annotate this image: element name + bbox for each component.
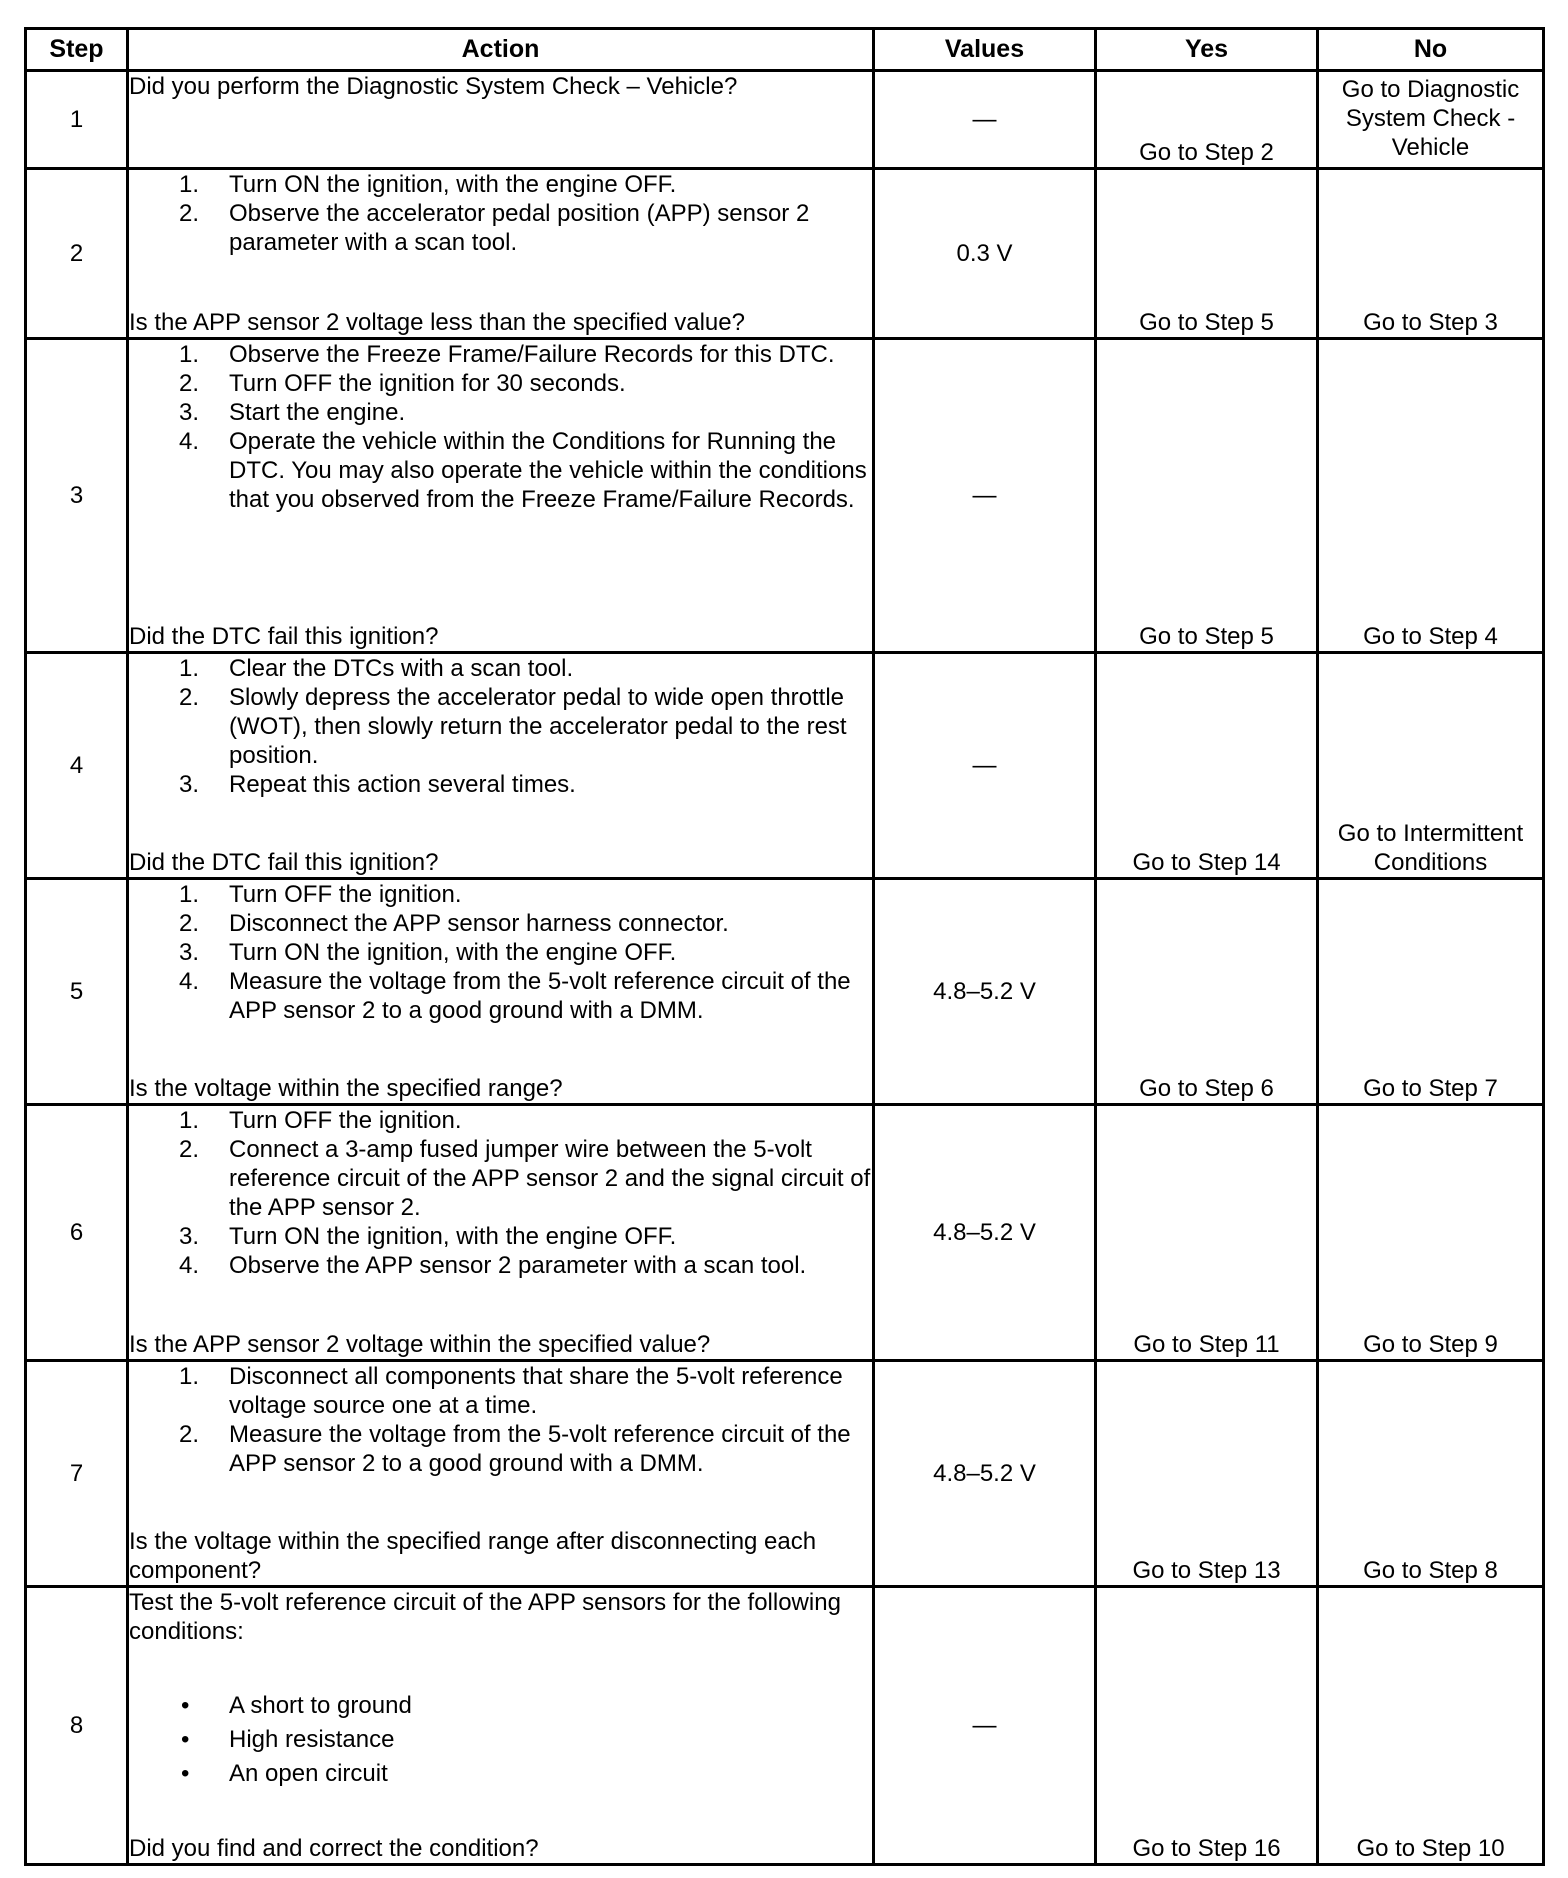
action-question: Did the DTC fail this ignition? <box>129 849 439 876</box>
list-item: 1. Turn OFF the ignition. <box>179 881 462 908</box>
no-cell: Go to Step 3 <box>1318 169 1544 339</box>
yes-cell: Go to Step 6 <box>1096 879 1318 1105</box>
table-row-step-5 <box>26 879 1544 1105</box>
list-item: 2. Slowly depress the accelerator pedal to wide open throttle (WOT), then slowly return the accelerator pedal to the rest position. <box>179 684 847 769</box>
action-cell <box>128 879 874 1105</box>
header-values: Values <box>874 29 1096 71</box>
list-item: 4. Observe the APP sensor 2 parameter with a scan tool. <box>179 1252 807 1279</box>
value-cell: 4.8–5.2 V <box>874 1361 1096 1587</box>
action-question: Is the APP sensor 2 voltage within the specified value? <box>129 1331 711 1358</box>
action-steps <box>129 1106 872 1280</box>
yes-cell: Go to Step 5 <box>1096 169 1318 339</box>
value-cell: — <box>874 71 1096 169</box>
step-number: 8 <box>26 1587 128 1865</box>
list-item: 2. Observe the accelerator pedal position (APP) sensor 2 parameter with a scan tool. <box>179 200 810 256</box>
list-item: 4. Operate the vehicle within the Conditions for Running the DTC. You may also operate the vehicle within the conditions that you observed from the Freeze Frame/Failure Records. <box>179 428 867 513</box>
yes-cell: Go to Step 14 <box>1096 653 1318 879</box>
step-number: 5 <box>26 879 128 1105</box>
action-cell <box>128 653 874 879</box>
table-row-step-6 <box>26 1105 1544 1361</box>
table-row-step-7 <box>26 1361 1544 1587</box>
action-question: Is the APP sensor 2 voltage less than the specified value? <box>129 309 745 336</box>
step-number: 6 <box>26 1105 128 1361</box>
action-cell <box>128 1361 874 1587</box>
header-step: Step <box>26 29 128 71</box>
value-cell: 4.8–5.2 V <box>874 1105 1096 1361</box>
list-item: 2. Turn OFF the ignition for 30 seconds. <box>179 370 626 397</box>
action-question: Did you perform the Diagnostic System Check – Vehicle? <box>129 73 738 100</box>
action-question: Is the voltage within the specified range? <box>129 1075 563 1102</box>
list-item: 3. Repeat this action several times. <box>179 771 576 798</box>
table-row-step-1 <box>26 71 1544 169</box>
action-steps <box>129 170 872 257</box>
list-item: 2. Measure the voltage from the 5-volt reference circuit of the APP sensor 2 to a good ground with a DMM. <box>179 1421 851 1477</box>
header-row <box>26 29 1544 71</box>
yes-cell: Go to Step 11 <box>1096 1105 1318 1361</box>
value-cell: 4.8–5.2 V <box>874 879 1096 1105</box>
action-question: Is the voltage within the specified range after disconnecting each component? <box>129 1528 817 1584</box>
no-cell: Go to Step 4 <box>1318 339 1544 653</box>
list-item: 3. Turn ON the ignition, with the engine OFF. <box>179 939 677 966</box>
step-number: 7 <box>26 1361 128 1587</box>
list-item: 1. Observe the Freeze Frame/Failure Records for this DTC. <box>179 341 835 368</box>
list-item: 1. Turn ON the ignition, with the engine OFF. <box>179 171 677 198</box>
list-item: 2. Connect a 3-amp fused jumper wire between the 5-volt reference circuit of the APP sensor 2 and the signal circuit of the APP sensor 2. <box>179 1136 871 1221</box>
action-cell <box>128 71 874 169</box>
list-item: 3. Turn ON the ignition, with the engine OFF. <box>179 1223 677 1250</box>
value-cell: — <box>874 653 1096 879</box>
yes-cell: Go to Step 5 <box>1096 339 1318 653</box>
list-item: • A short to ground <box>181 1692 412 1719</box>
action-steps <box>129 1362 872 1478</box>
action-intro: Test the 5-volt reference circuit of the APP sensors for the following conditions: <box>129 1589 841 1645</box>
list-item: 3. Start the engine. <box>179 399 406 426</box>
no-cell: Go to Step 10 <box>1318 1587 1544 1865</box>
list-item: 1. Disconnect all components that share the 5-volt reference voltage source one at a time. <box>179 1363 843 1419</box>
list-item: 4. Measure the voltage from the 5-volt reference circuit of the APP sensor 2 to a good ground with a DMM. <box>179 968 851 1024</box>
list-item: 2. Disconnect the APP sensor harness connector. <box>179 910 729 937</box>
step-number: 1 <box>26 71 128 169</box>
action-steps <box>129 880 872 1025</box>
yes-cell: Go to Step 2 <box>1096 71 1318 169</box>
table-row-step-8 <box>26 1587 1544 1865</box>
yes-cell: Go to Step 16 <box>1096 1587 1318 1865</box>
no-cell: Go to Diagnostic System Check - Vehicle <box>1318 71 1544 169</box>
list-item: • High resistance <box>181 1726 395 1753</box>
value-cell: 0.3 V <box>874 169 1096 339</box>
header-yes: Yes <box>1096 29 1318 71</box>
list-item: 1. Clear the DTCs with a scan tool. <box>179 655 574 682</box>
action-steps <box>129 654 872 799</box>
step-number: 3 <box>26 339 128 653</box>
no-cell: Go to Step 9 <box>1318 1105 1544 1361</box>
action-steps <box>129 340 872 514</box>
action-cell <box>128 1587 874 1865</box>
action-question: Did the DTC fail this ignition? <box>129 623 439 650</box>
action-question: Did you find and correct the condition? <box>129 1835 539 1862</box>
action-cell <box>128 169 874 339</box>
yes-cell: Go to Step 13 <box>1096 1361 1318 1587</box>
value-cell: — <box>874 339 1096 653</box>
no-cell: Go to Intermittent Conditions <box>1318 653 1544 879</box>
table-row-step-3 <box>26 339 1544 653</box>
list-item: 1. Turn OFF the ignition. <box>179 1107 462 1134</box>
action-cell <box>128 1105 874 1361</box>
diagnostic-table <box>24 27 1545 1866</box>
value-cell: — <box>874 1587 1096 1865</box>
table-row-step-2 <box>26 169 1544 339</box>
condition-list <box>129 1689 872 1791</box>
header-action: Action <box>128 29 874 71</box>
header-no: No <box>1318 29 1544 71</box>
no-cell: Go to Step 7 <box>1318 879 1544 1105</box>
step-number: 2 <box>26 169 128 339</box>
table-row-step-4 <box>26 653 1544 879</box>
action-cell <box>128 339 874 653</box>
list-item: • An open circuit <box>181 1760 388 1787</box>
step-number: 4 <box>26 653 128 879</box>
no-cell: Go to Step 8 <box>1318 1361 1544 1587</box>
